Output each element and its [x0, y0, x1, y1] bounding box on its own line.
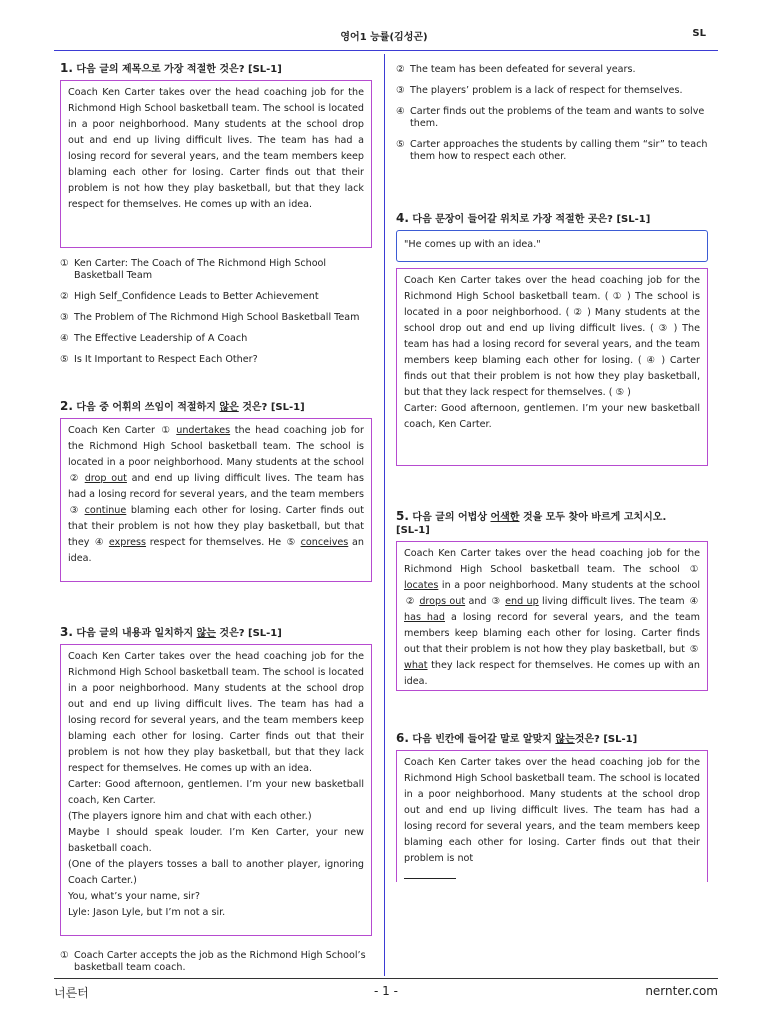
question-number: 1.	[60, 61, 73, 75]
option-mark: ②	[60, 291, 69, 302]
question-2	[60, 400, 372, 582]
passage-text: in a poor neighborhood. Many students at the school	[438, 580, 700, 591]
underlined-word[interactable]: what	[404, 660, 428, 671]
dialogue-line: (One of the players tosses a ball to another player, ignoring Coach Carter.)	[68, 859, 364, 886]
question-prompt: 다음 문장이 들어갈 위치로 가장 적절한 곳은? [SL-1]	[412, 214, 651, 225]
option-text: High Self_Confidence Leads to Better Achievement	[74, 291, 319, 302]
passage-text: and end up living difficult lives. The team has had a losing record for several years, and the team members	[68, 473, 364, 500]
underlined-word[interactable]: drops out	[419, 596, 466, 607]
question-6-passage	[396, 750, 708, 882]
passage-text: Coach Ken Carter	[68, 425, 160, 436]
passage-text: and	[465, 596, 490, 607]
question-4-title	[396, 212, 708, 226]
site-url[interactable]: nernter.com	[645, 984, 718, 998]
passage-text: the head coaching job for the Richmond High School basketball team. The school is located in a poor neighborhood. Many students at the school	[68, 425, 364, 468]
header-rule	[54, 50, 718, 51]
option-text: Ken Carter: The Coach of The Richmond High School Basketball Team	[74, 258, 327, 281]
underlined-word[interactable]: express	[108, 537, 147, 548]
question-1-options	[60, 258, 372, 366]
option-mark: ③	[60, 312, 69, 323]
passage-text: an idea.	[68, 537, 364, 564]
page-footer	[54, 984, 718, 1002]
question-number: 4.	[396, 211, 409, 225]
option-text: The Effective Leadership of A Coach	[74, 333, 248, 344]
choice-mark: ⑤	[286, 537, 296, 548]
question-1	[60, 62, 372, 366]
question-prompt-tail: 것을 모두 찾아 바르게 고치시오.	[519, 512, 667, 523]
choice-mark: ①	[689, 564, 699, 575]
page-number: - 1 -	[374, 984, 398, 998]
choice-mark: ③	[658, 323, 669, 334]
prompt-emphasis: 않는	[196, 628, 216, 639]
option-text: The team has been defeated for several years.	[410, 64, 636, 75]
question-number: 6.	[396, 731, 409, 745]
answer-blank[interactable]	[404, 869, 456, 879]
question-6	[396, 732, 708, 882]
choice-mark: ②	[405, 596, 415, 607]
option-text: Is It Important to Respect Each Other?	[74, 354, 258, 365]
choice-mark: ⑤	[615, 387, 625, 398]
passage-text: ) Carter finds out that their problem is not how they play basketball, but that they lack respect for themselves. (	[404, 355, 700, 398]
option-mark: ②	[396, 64, 405, 75]
choice-mark: ④	[689, 596, 699, 607]
passage-text: Coach Ken Carter takes over the head coaching job for the Richmond High School basketball team. The school is located in a poor neighborhood. Many students at the school drop out and end up living difficult lives. The team has had a losing record for several years, and the team members keep blaming each other for losing. Carter finds out that their problem is not	[404, 757, 700, 864]
passage-text: Coach Ken Carter takes over the head coaching job for the Richmond High School basketball team. (	[404, 275, 700, 302]
underlined-word[interactable]: undertakes	[176, 425, 231, 436]
page-title: 영어1 능률(김성곤)	[340, 32, 428, 43]
level-code: SL	[692, 28, 706, 39]
option-1[interactable]	[60, 258, 372, 282]
prompt-emphasis: 않은	[219, 402, 239, 413]
option-mark: ④	[396, 106, 405, 117]
column-divider	[384, 54, 385, 976]
underlined-word[interactable]: has had	[404, 612, 445, 623]
option-2[interactable]	[396, 64, 708, 76]
question-prompt: 다음 글의 어법상	[412, 512, 491, 523]
option-mark: ⑤	[396, 139, 405, 150]
option-text: Carter approaches the students by calling them “sir” to teach them how to respect each other.	[410, 139, 708, 162]
option-5[interactable]	[60, 354, 372, 366]
question-prompt-tail: 것은? [SL-1]	[238, 402, 305, 413]
prompt-emphasis: 않는	[555, 734, 575, 745]
question-prompt: 다음 중 어휘의 쓰임이 적절하지	[76, 402, 220, 413]
question-prompt-tail: 것은? [SL-1]	[215, 628, 282, 639]
question-1-passage: Coach Ken Carter takes over the head coaching job for the Richmond High School basketball team. The school is located in a poor neighborhood. Many students at the school drop out and end up living difficult lives. The team has had a losing record for several years, and the team members keep blaming each other for losing. Carter finds out that their problem is not how they play basketball, but that they lack respect for themselves. He comes up with an idea.	[60, 80, 372, 248]
option-3[interactable]	[60, 312, 372, 324]
underlined-word[interactable]: drop out	[84, 473, 127, 484]
question-6-title	[396, 732, 708, 746]
question-2-passage	[60, 418, 372, 582]
dialogue-line: Carter: Good afternoon, gentlemen. I’m your new basketball coach, Ken Carter.	[404, 403, 700, 430]
right-column	[396, 62, 708, 864]
option-mark: ⑤	[60, 354, 69, 365]
question-5	[396, 510, 708, 691]
option-1[interactable]	[60, 950, 372, 974]
question-4-passage	[396, 268, 708, 466]
question-3-title	[60, 626, 372, 640]
passage-text: living difficult lives. The team	[538, 596, 688, 607]
question-4	[396, 212, 708, 466]
option-2[interactable]	[60, 291, 372, 303]
dialogue-line: Maybe I should speak louder. I’m Ken Carter, your new basketball coach.	[68, 827, 364, 854]
footer-rule	[54, 978, 718, 979]
underlined-word[interactable]: locates	[404, 580, 439, 591]
question-2-title	[60, 400, 372, 414]
question-prompt: 다음 글의 내용과 일치하지	[76, 628, 197, 639]
passage-text: ) The school is located in a poor neighborhood. (	[404, 291, 700, 318]
option-4[interactable]	[60, 333, 372, 345]
passage-text: ) The team has had a losing record for several years, and the team members keep blaming each other for losing. (	[404, 323, 701, 366]
choice-mark: ⑤	[689, 644, 699, 655]
question-prompt-tail: 것은? [SL-1]	[574, 734, 638, 745]
passage-text: they lack respect for themselves. He comes up with an idea.	[404, 660, 700, 687]
underlined-word[interactable]: continue	[84, 505, 127, 516]
passage-text: Coach Ken Carter takes over the head coaching job for the Richmond High School basketball team. The school	[404, 548, 700, 575]
option-3[interactable]	[396, 85, 708, 97]
page-header	[0, 24, 768, 44]
option-text: The Problem of The Richmond High School Basketball Team	[74, 312, 360, 323]
dialogue-line: (The players ignore him and chat with each other.)	[68, 811, 312, 822]
option-4[interactable]	[396, 106, 708, 130]
question-number: 5.	[396, 509, 409, 523]
dialogue-line: Carter: Good afternoon, gentlemen. I’m your new basketball coach, Ken Carter.	[68, 779, 364, 806]
question-number: 2.	[60, 399, 73, 413]
choice-mark: ③	[491, 596, 501, 607]
passage-text: blaming each other for losing. Carter finds out that their problem is not how they play basketball, but that they	[68, 505, 364, 548]
passage-text: ) Many students at the school drop out and end up living difficult lives. (	[404, 307, 700, 334]
dialogue-line: You, what’s your name, sir?	[68, 891, 200, 902]
question-3-passage	[60, 644, 372, 936]
dialogue-line: Lyle: Jason Lyle, but I’m not a sir.	[68, 907, 226, 918]
question-5-passage	[396, 541, 708, 691]
question-1-title	[60, 62, 372, 76]
option-text: Coach Carter accepts the job as the Richmond High School’s basketball team coach.	[74, 950, 366, 973]
question-3-options-start	[60, 950, 372, 974]
option-mark: ④	[60, 333, 69, 344]
choice-mark: ①	[612, 291, 623, 302]
option-text: The players’ problem is a lack of respect for themselves.	[410, 85, 683, 96]
option-5[interactable]	[396, 139, 708, 163]
passage-text: a losing record for several years, and the team members keep blaming each other for losing. Carter finds out that their problem is not how they play basketball, but	[404, 612, 701, 655]
underlined-word[interactable]: conceives	[300, 537, 349, 548]
choice-mark: ①	[161, 425, 170, 436]
option-mark: ①	[60, 950, 69, 961]
choice-mark: ④	[94, 537, 104, 548]
option-text: Carter finds out the problems of the team and wants to solve them.	[410, 106, 705, 129]
question-tag: [SL-1]	[396, 525, 430, 536]
choice-mark: ④	[646, 355, 657, 366]
question-number: 3.	[60, 625, 73, 639]
left-column	[60, 61, 372, 973]
question-3-options-continued	[396, 64, 708, 163]
question-prompt: 다음 글의 제목으로 가장 적절한 것은? [SL-1]	[76, 64, 282, 75]
passage-text: )	[624, 387, 631, 398]
publisher-name: 너른터	[54, 986, 89, 1000]
option-mark: ③	[396, 85, 405, 96]
option-mark: ①	[60, 258, 69, 269]
underlined-word[interactable]: end up	[505, 596, 539, 607]
passage-paragraph: Coach Ken Carter takes over the head coaching job for the Richmond High School basketball team. The school is located in a poor neighborhood. Many students at the school drop out and end up living difficult lives. The team has had a losing record for several years, and the team members keep blaming each other for losing. Carter finds out that their problem is not how they play basketball, but that they lack respect for themselves. He comes up with an idea.	[68, 651, 364, 774]
question-5-title	[396, 510, 708, 537]
question-prompt: 다음 빈칸에 들어갈 말로 알맞지	[412, 734, 556, 745]
choice-mark: ②	[69, 473, 79, 484]
choice-mark: ③	[69, 505, 79, 516]
question-4-sentence: "He comes up with an idea."	[396, 230, 708, 262]
passage-text: respect for themselves. He	[146, 537, 285, 548]
choice-mark: ②	[573, 307, 584, 318]
prompt-emphasis: 어색한	[490, 512, 520, 523]
question-3	[60, 626, 372, 983]
